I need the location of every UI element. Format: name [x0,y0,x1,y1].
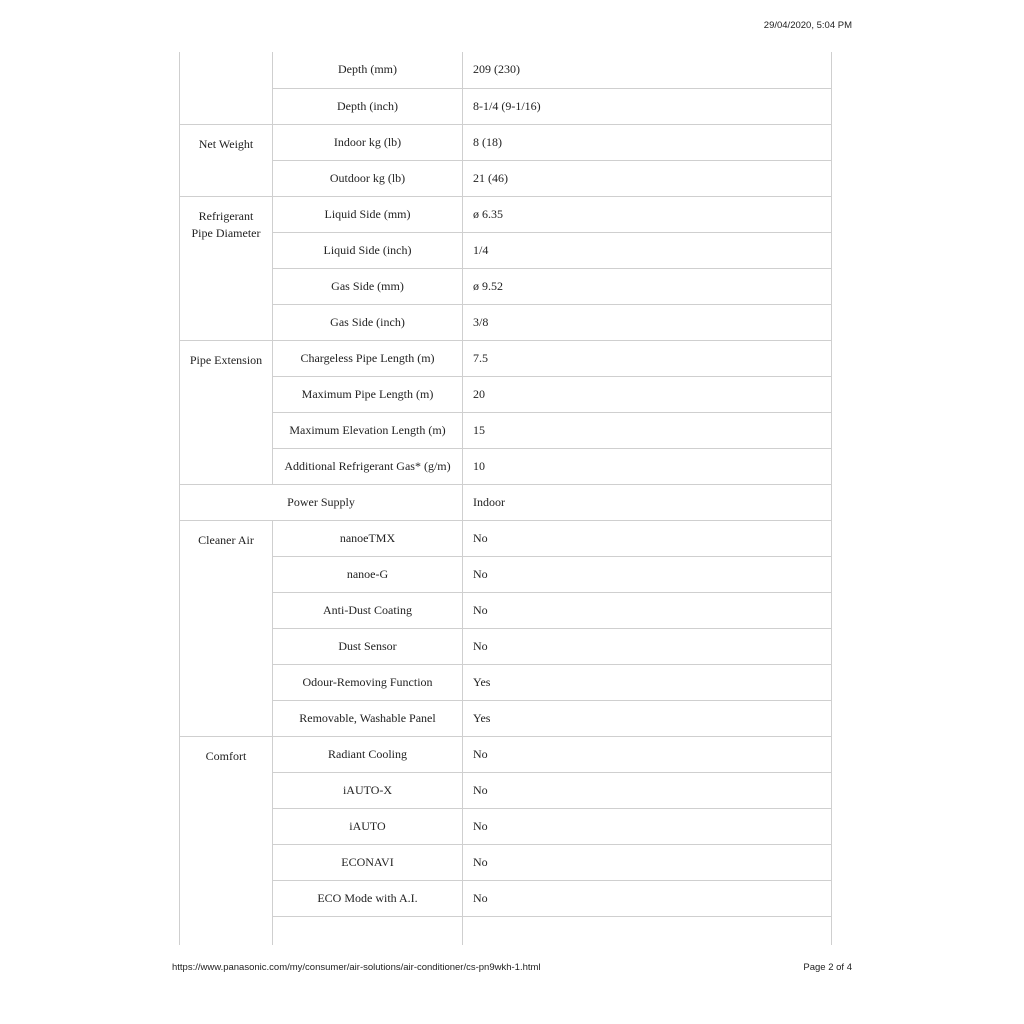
table-row [180,736,832,772]
row-label: ECONAVI [273,844,463,880]
print-date: 29/04/2020, 5:04 PM [763,20,852,31]
row-label: iAUTO [273,808,463,844]
table-row [180,376,832,412]
table-row [180,916,832,945]
row-value: 10 [463,448,832,484]
spec-table-container [179,52,832,945]
row-value: 8 (18) [463,124,832,160]
row-value: ø 9.52 [463,268,832,304]
table-row [180,196,832,232]
table-row [180,448,832,484]
row-value: No [463,628,832,664]
table-row [180,340,832,376]
row-value: No [463,736,832,772]
row-value: No [463,844,832,880]
table-row [180,880,832,916]
table-row [180,160,832,196]
table-row [180,808,832,844]
row-value: 3/8 [463,304,832,340]
row-label: nanoe-G [273,556,463,592]
table-row [180,520,832,556]
table-row [180,556,832,592]
row-value: ø 6.35 [463,196,832,232]
group-refrigerant-pipe-diameter [180,196,273,340]
row-value: Yes [463,664,832,700]
power-supply-value: Indoor [463,484,832,520]
group-cleaner-air: Cleaner Air [180,520,273,736]
row-label: Additional Refrigerant Gas* (g/m) [273,448,463,484]
row-value: 15 [463,412,832,448]
specifications-table [179,52,832,945]
row-label: ECO Mode with A.I. [273,880,463,916]
row-value [463,916,832,945]
row-label: Liquid Side (inch) [273,232,463,268]
table-row [180,592,832,628]
row-value: No [463,880,832,916]
row-value: No [463,772,832,808]
row-label: iAUTO-X [273,772,463,808]
row-label: Dust Sensor [273,628,463,664]
table-row [180,268,832,304]
row-label: Anti-Dust Coating [273,592,463,628]
table-row [180,232,832,268]
table-row [180,844,832,880]
table-row [180,304,832,340]
row-label: Maximum Pipe Length (m) [273,376,463,412]
row-label: Gas Side (mm) [273,268,463,304]
row-value: Yes [463,700,832,736]
group-label-line1: Refrigerant [198,208,254,223]
page-url: https://www.panasonic.com/my/consumer/air-solutions/air-conditioner/cs-pn9wkh-1.html [172,962,541,973]
row-value: No [463,520,832,556]
row-label: Chargeless Pipe Length (m) [273,340,463,376]
row-value: 209 (230) [463,52,832,88]
row-value: 7.5 [463,340,832,376]
row-label [273,916,463,945]
row-label: Removable, Washable Panel [273,700,463,736]
power-supply-label: Power Supply [180,484,463,520]
row-value: 1/4 [463,232,832,268]
row-label: Indoor kg (lb) [273,124,463,160]
row-label: nanoeTMX [273,520,463,556]
row-label: Odour-Removing Function [273,664,463,700]
row-value: No [463,556,832,592]
row-label: Liquid Side (mm) [273,196,463,232]
row-label: Maximum Elevation Length (m) [273,412,463,448]
row-value: 21 (46) [463,160,832,196]
row-value: 8-1/4 (9-1/16) [463,88,832,124]
table-row [180,772,832,808]
row-value: No [463,592,832,628]
table-row [180,484,832,520]
row-label: Outdoor kg (lb) [273,160,463,196]
group-cell-continued [180,52,273,124]
row-label: Depth (mm) [273,52,463,88]
group-comfort: Comfort [180,736,273,945]
page-number: Page 2 of 4 [803,962,852,973]
table-row [180,412,832,448]
table-row [180,664,832,700]
table-row [180,700,832,736]
row-value: No [463,808,832,844]
table-row [180,124,832,160]
group-net-weight: Net Weight [180,124,273,196]
row-label: Gas Side (inch) [273,304,463,340]
group-label-line2: Pipe Diameter [191,225,261,240]
row-label: Radiant Cooling [273,736,463,772]
table-row [180,88,832,124]
row-value: 20 [463,376,832,412]
group-pipe-extension: Pipe Extension [180,340,273,484]
table-row [180,628,832,664]
row-label: Depth (inch) [273,88,463,124]
table-row [180,52,832,88]
